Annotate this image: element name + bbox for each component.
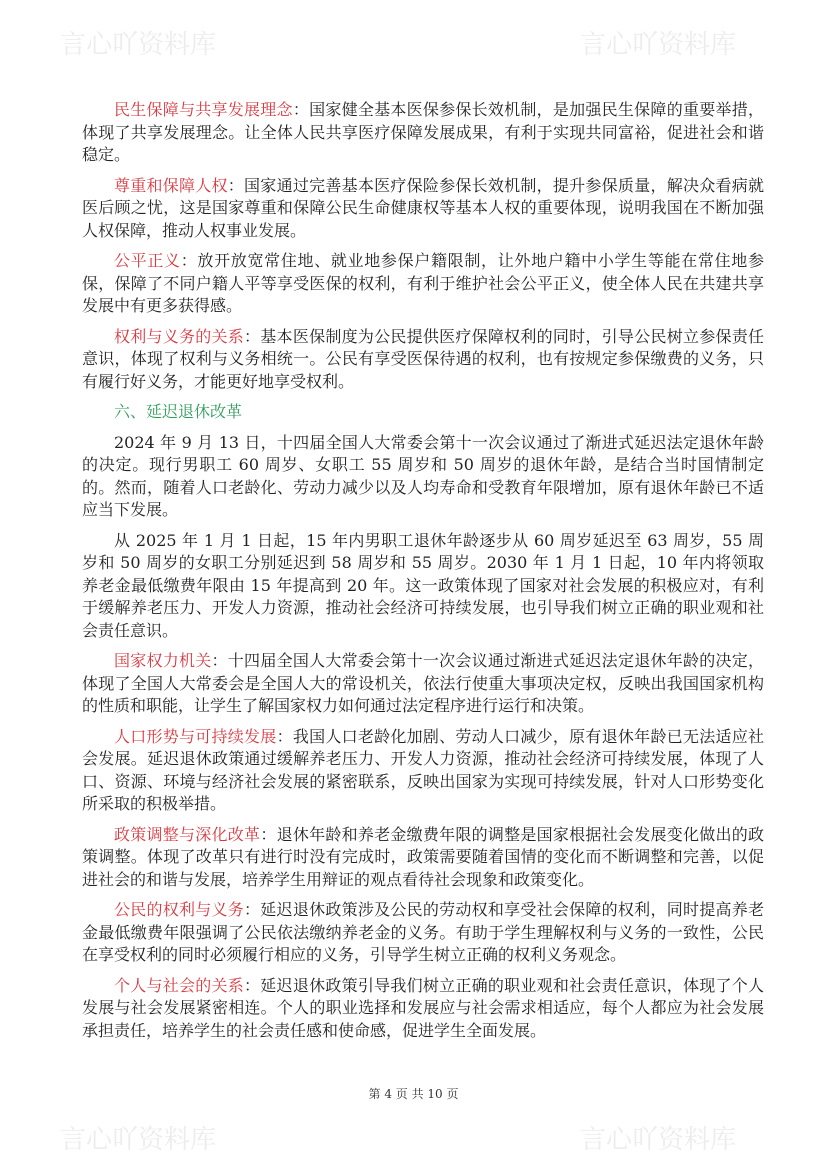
paragraph-group-a: [82, 99, 764, 393]
key-term: 民生保障与共享发展理念: [114, 100, 293, 119]
paragraph: 从 2025 年 1 月 1 日起，15 年内男职工退休年龄逐步从 60 周岁延迟至 63 周岁，55 周岁和 50 周岁的女职工分别延迟到 58 周岁和 55 周岁。2030 年 1 月 1 日起，10 年内将领取养老金最低缴费年限由 15 年提高到 20 年。这一政策体现了国家对社会发展的积极应对，有利于缓解养老压力、开发人力资源，推动社会经济可持续发展，也引导我们树立正确的职业观和社会责任意识。: [82, 530, 764, 640]
paragraph: [82, 824, 764, 892]
key-term: 尊重和保障人权: [114, 175, 228, 195]
watermark: 言心吖资料库: [60, 1125, 217, 1155]
paragraph-text: ：放开放宽常住地、就业地参保户籍限制，让外地户籍中小学生等能在常住地参保，保障了不同户籍人平等享受医保的权利，有利于维护社会公平正义，使全体人民在共建共享发展中有更多获得感。: [82, 251, 764, 315]
paragraph: [82, 99, 764, 167]
paragraph-text: ：国家健全基本医保参保长效机制，是加强民生保障的重要举措，体现了共享发展理念。让全体人民共享医疗保障发展成果，有利于实现共同富裕，促进社会和谐稳定。: [82, 100, 764, 164]
key-term: 权利与义务的关系: [114, 326, 245, 346]
watermark: 言心吖资料库: [580, 30, 737, 60]
paragraph-text: ：退休年龄和养老金缴费年限的调整是国家根据社会发展变化做出的政策调整。体现了改革只有进行时没有完成时，政策需要随着国情的变化而不断调整和完善，以促进社会的和谐与发展，培养学生用辩证的观点看待社会现象和政策变化。: [82, 824, 764, 889]
page-number: 第 4 页 共 10 页: [368, 1087, 459, 1101]
paragraph-text: ：延迟退休政策涉及公民的劳动权和享受社会保障的权利，同时提高养老金最低缴费年限强调了公民依法缴纳养老金的义务。有助于学生理解权利与义务的一致性，公民在享受权利的同时必须履行相应的义务，引导学生树立正确的权利义务观念。: [82, 900, 764, 964]
paragraph: 2024 年 9 月 13 日，十四届全国人大常委会第十一次会议通过了渐进式延迟法定退休年龄的决定。现行男职工 60 周岁、女职工 55 周岁和 50 周岁的退休年龄，是结合当时国情制定的。然而，随着人口老龄化、劳动力减少以及人均寿命和受教育年限增加，原有退休年龄已不适应当下发展。: [82, 432, 764, 519]
watermark: 言心吖资料库: [580, 1125, 737, 1155]
paragraph-text: ：我国人口老龄化加剧、劳动人口减少，原有退休年龄已无法适应社会发展。延迟退休政策通过缓解养老压力、开发人力资源，推动社会经济可持续发展，体现了人口、资源、环境与经济社会发展的紧密联系，反映出国家为实现可持续发展，针对人口形势变化所采取的积极举措。: [82, 726, 764, 813]
paragraph: [82, 726, 764, 816]
paragraph: [82, 650, 764, 718]
paragraph: [82, 175, 764, 243]
paragraph-text: ：延迟退休政策引导我们树立正确的职业观和社会责任意识，体现了个人发展与社会发展紧密相连。个人的职业选择和发展应与社会需求相适应，每个人都应为社会发展承担责任，培养学生的社会责任感和使命感，促进学生全面发展。: [82, 975, 764, 1040]
key-term: 公平正义: [114, 251, 181, 270]
paragraph: [82, 250, 764, 318]
paragraph-text: ：基本医保制度为公民提供医疗保障权利的同时，引导公民树立参保责任意识，体现了权利与义务相统一。公民有享受医保待遇的权利，也有按规定参保缴费的义务，只有履行好义务，才能更好地享受权利。: [82, 326, 764, 391]
paragraph-text: ：国家通过完善基本医疗保险参保长效机制，提升参保质量，解决众看病就医后顾之忧，这是国家尊重和保障公民生命健康权等基本人权的重要体现，说明我国在不断加强人权保障，推动人权事业发展。: [82, 175, 764, 240]
key-term: 公民的权利与义务: [114, 900, 245, 919]
section-heading: 六、延迟退休改革: [114, 402, 243, 421]
paragraph: [82, 975, 764, 1043]
key-term: 人口形势与可持续发展: [114, 726, 277, 746]
paragraph: [82, 899, 764, 967]
key-term: 政策调整与深化改革: [114, 824, 261, 844]
paragraph: [82, 326, 764, 394]
key-term: 国家权力机关: [114, 651, 212, 670]
watermark: 言心吖资料库: [60, 30, 217, 60]
paragraph-text: ：十四届全国人大常委会第十一次会议通过渐进式延迟法定退休年龄的决定，体现了全国人大常委会是全国人大的常设机关，依法行使重大事项决定权，反映出我国国家机构的性质和职能，让学生了解国家权力如何通过法定程序进行运行和决策。: [82, 651, 764, 715]
paragraph-group-b: [82, 650, 764, 1042]
document-body: [82, 99, 764, 1050]
key-term: 个人与社会的关系: [114, 975, 245, 995]
